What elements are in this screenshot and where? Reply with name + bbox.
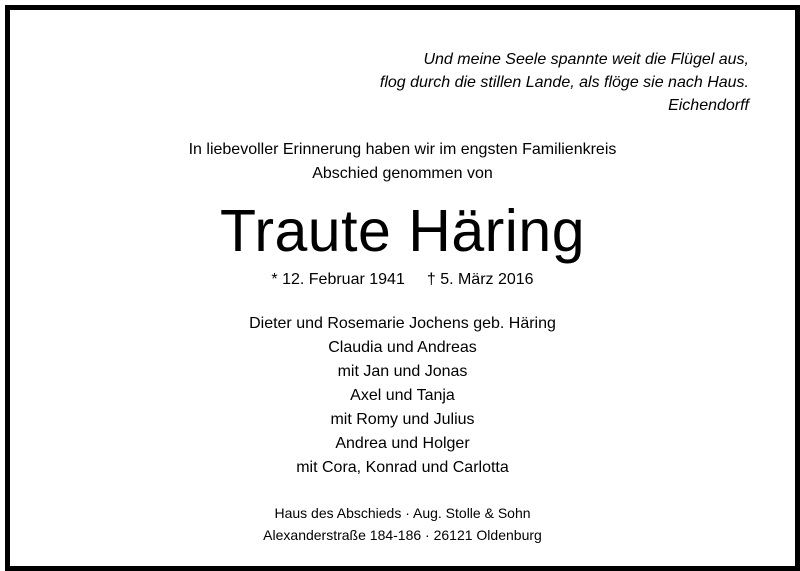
family-list (10, 312, 795, 480)
death-date: † 5. März 2016 (426, 271, 534, 288)
family-line: Dieter und Rosemarie Jochens geb. Häring (249, 315, 556, 332)
family-line: mit Jan und Jonas (337, 363, 468, 380)
birth-date: * 12. Februar 1941 (271, 271, 405, 288)
funeral-home-footer (10, 502, 795, 546)
intro-line: Abschied genommen von (312, 165, 493, 182)
poem-quote (380, 48, 749, 117)
intro-line: In liebevoller Erinnerung haben wir im engsten Familienkreis (188, 141, 617, 158)
obituary-notice (5, 5, 800, 571)
funeral-home-address: Alexanderstraße 184-186 · 26121 Oldenburg (263, 527, 542, 543)
family-line: Andrea und Holger (335, 435, 470, 452)
family-line: Axel und Tanja (350, 387, 455, 404)
quote-line: Und meine Seele spannte weit die Flügel aus, (423, 51, 749, 68)
family-line: mit Romy und Julius (330, 411, 475, 428)
family-line: Claudia und Andreas (328, 339, 477, 356)
family-line: mit Cora, Konrad und Carlotta (296, 459, 509, 476)
quote-author: Eichendorff (668, 97, 749, 114)
funeral-home-name: Haus des Abschieds · Aug. Stolle & Sohn (274, 505, 531, 521)
quote-line: flog durch die stillen Lande, als flöge sie nach Haus. (379, 74, 749, 91)
intro-text (10, 138, 795, 186)
life-dates (10, 268, 795, 292)
deceased-name: Traute Häring (219, 198, 586, 264)
